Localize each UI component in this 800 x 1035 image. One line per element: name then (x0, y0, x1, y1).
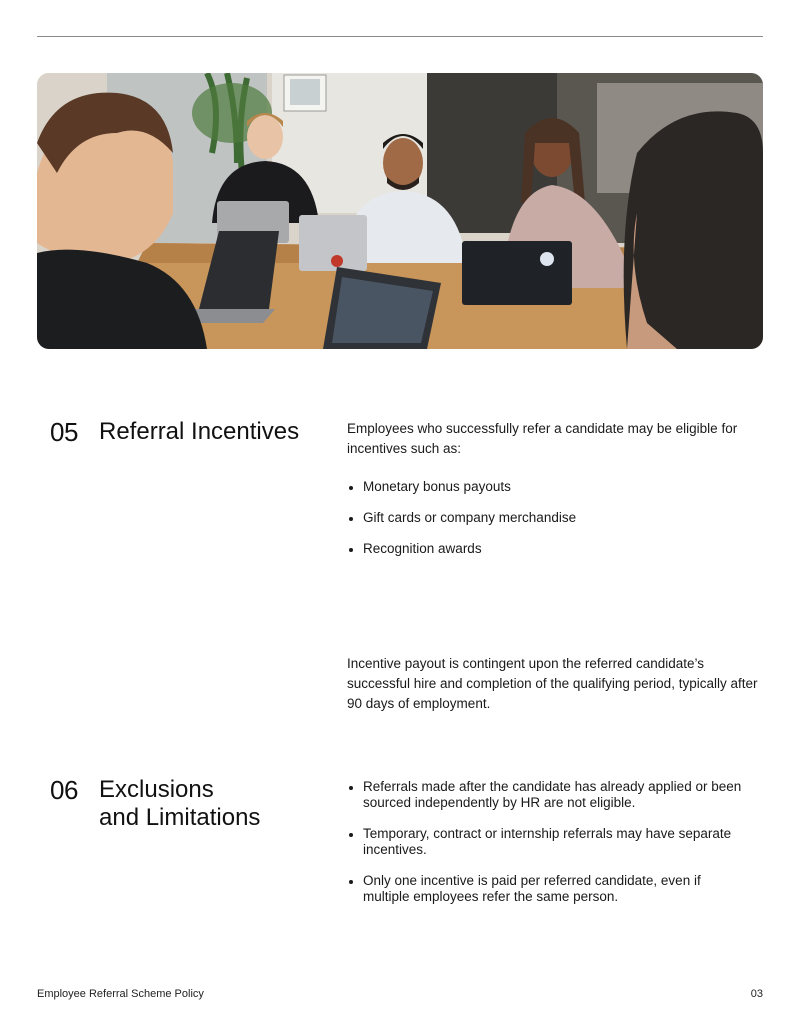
list-item: Only one incentive is paid per referred candidate, even if multiple employees refer the same person. (347, 873, 747, 905)
list-item: Monetary bonus payouts (347, 479, 757, 510)
list-item: Referrals made after the candidate has already applied or been sourced independently by HR are not eligible. (347, 779, 747, 811)
section-06-title (99, 776, 260, 832)
section-06-bullet-list (347, 779, 747, 905)
section-05-title (99, 418, 299, 446)
hero-photo (37, 73, 763, 349)
section-06-title-line: Exclusions (99, 776, 214, 803)
section-06-title-line: and Limitations (99, 804, 261, 831)
top-divider (37, 36, 763, 37)
section-05-intro: Employees who successfully refer a candidate may be eligible for incentives such as: (347, 421, 738, 456)
section-05-number: 05 (50, 417, 78, 447)
section-05-title-line: Referral Incentives (99, 418, 300, 445)
list-item: Gift cards or company merchandise (347, 510, 757, 541)
section-05-note: Incentive payout is contingent upon the referred candidate’s successful hire and completion of the qualifying period, typically after 90 days of employment. (347, 656, 758, 711)
list-item: Recognition awards (347, 541, 757, 572)
footer-document-title: Employee Referral Scheme Policy (37, 988, 204, 1000)
section-06-number: 06 (50, 775, 78, 805)
section-05-bullet-list (347, 479, 757, 572)
footer-page-number: 03 (750, 988, 763, 1000)
list-item: Temporary, contract or internship referrals may have separate incentives. (347, 826, 747, 858)
hero-illustration (37, 73, 763, 349)
